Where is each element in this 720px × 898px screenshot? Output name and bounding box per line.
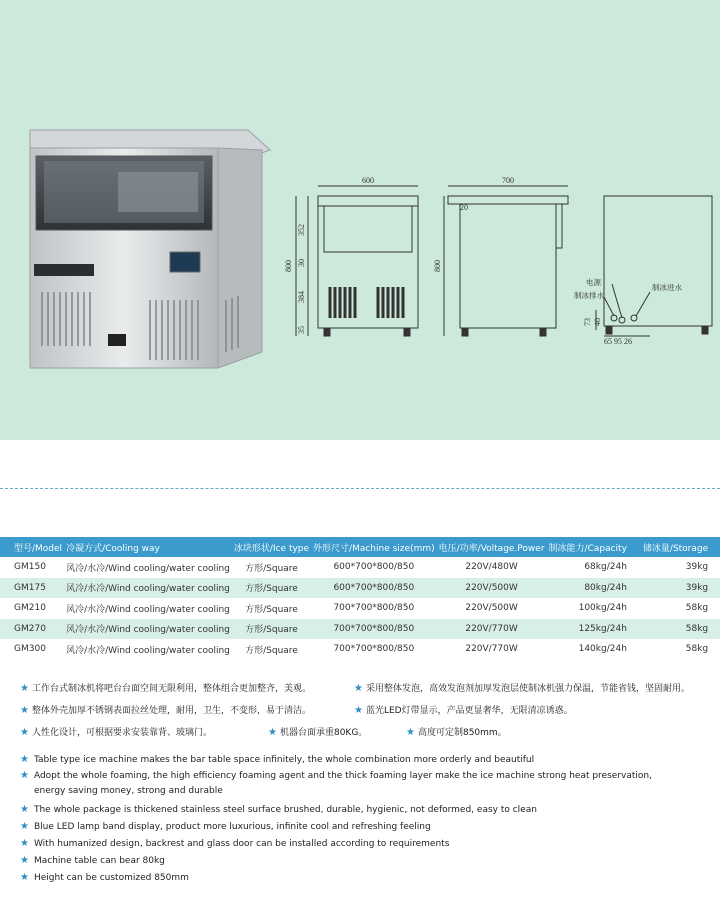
feature-en-4: ★ Blue LED lamp band display, product more luxurious, infinite cool and refreshing feeling [20,821,431,832]
feature-en-7: ★ Height can be customized 850mm [20,872,189,883]
cell-size: 600*700*800/850 [333,562,415,573]
star-icon: ★ [20,683,29,694]
dim-back-40: 40 [593,318,602,326]
cell-storage: 39kg [685,562,709,573]
cell-cooling: 风冷/水冷/Wind cooling/water cooling [64,578,232,599]
cell-power: 220V/770W [437,619,547,640]
table-row [0,598,720,619]
cell-capacity: 100kg/24h [578,603,627,614]
col-header-cooling: 冷凝方式/Cooling way [64,537,232,557]
cell-ice-type: 方形/Square [245,645,298,656]
table-row [0,557,720,578]
cell-ice-type: 方形/Square [232,619,311,640]
star-icon: ★ [20,838,29,849]
dim-side-20: 20 [460,203,468,212]
col-header-size: 外形尺寸/Machine size(mm) [311,537,437,557]
cell-capacity: 68kg/24h [584,562,627,573]
cell-storage: 58kg [641,619,720,640]
feature-cn-2: ★ 采用整体发泡，高效发泡剂加厚发泡层使制冰机强力保温，节能省钱，坚固耐用。 [354,683,690,694]
feature-cn-7: ★ 高度可定制850mm。 [406,727,507,738]
cell-ice-type: 方形/Square [245,563,298,574]
section-divider [0,488,720,489]
spec-table [0,537,720,660]
cell-ice-type: 方形/Square [232,578,311,599]
dim-front-352: 352 [297,224,306,236]
dim-side-width: 700 [502,176,514,185]
label-inlet: 制冰进水 [652,283,682,292]
feature-cn-4: ★ 蓝光LED灯带显示，产品更显奢华，无限清凉诱惑。 [354,705,573,716]
cell-size: 700*700*800/850 [333,644,415,655]
star-icon: ★ [20,855,29,866]
dim-front-width: 600 [362,176,374,185]
col-header-model: 型号/Model [0,537,64,557]
table-row [0,578,720,599]
feature-cn-3: ★ 整体外壳加厚不锈钢表面拉丝处理，耐用，卫生，不变形，易于清洁。 [20,705,311,716]
feature-cn-1: ★ 工作台式制冰机将吧台台面空间无限利用，整体组合更加整齐，美观。 [20,683,311,694]
cell-cooling: 风冷/水冷/Wind cooling/water cooling [66,563,230,574]
cell-storage: 58kg [685,603,709,614]
table-row [0,639,720,660]
col-header-ice-type: 冰块形状/Ice type [232,537,311,557]
col-header-storage: 储冰量/Storage [641,537,720,557]
cell-model: GM210 [14,603,46,614]
star-icon: ★ [354,683,363,694]
cell-cooling: 风冷/水冷/Wind cooling/water cooling [64,619,232,640]
cell-cooling: 风冷/水冷/Wind cooling/water cooling [66,604,230,615]
cell-power: 220V/480W [465,562,518,573]
cell-power: 220V/500W [465,603,518,614]
star-icon: ★ [20,705,29,716]
cell-power: 220V/500W [437,578,547,599]
label-drain: 制冰排水 [574,291,604,300]
star-icon: ★ [20,770,29,781]
cell-ice-type: 方形/Square [245,604,298,615]
feature-en-5: ★ With humanized design, backrest and glass door can be installed according to requirements [20,838,450,849]
cell-power: 220V/770W [465,644,518,655]
feature-cn-6: ★ 机器台面承重80KG。 [268,727,368,738]
cell-model: GM270 [0,619,64,640]
cell-capacity: 140kg/24h [578,644,627,655]
dim-back-bottom: 65 95 26 [604,337,632,346]
dim-front-384: 384 [297,291,306,303]
star-icon: ★ [406,727,415,738]
ice-machine-photo [30,130,270,368]
dim-front-30: 30 [297,259,306,267]
cell-model: GM175 [0,578,64,599]
star-icon: ★ [268,727,277,738]
feature-cn-5: ★ 人性化设计，可根据要求安装靠背、玻璃门。 [20,727,212,738]
dim-front-800: 800 [284,260,293,272]
table-header-row [0,537,720,557]
label-power: 电源 [586,278,601,287]
star-icon: ★ [20,727,29,738]
cell-size: 700*700*800/850 [311,619,437,640]
col-header-power: 电压/功率/Voltage.Power [437,537,547,557]
feature-en-6: ★ Machine table can bear 80kg [20,855,165,866]
product-hero [0,0,720,440]
cell-cooling: 风冷/水冷/Wind cooling/water cooling [66,645,230,656]
front-view-drawing [296,186,418,336]
table-row [0,619,720,640]
cell-storage: 58kg [685,644,709,655]
star-icon: ★ [20,821,29,832]
cell-model: GM150 [14,562,46,573]
star-icon: ★ [20,872,29,883]
star-icon: ★ [20,804,29,815]
cell-size: 700*700*800/850 [333,603,415,614]
dim-side-800: 800 [433,260,442,272]
feature-en-3: ★ The whole package is thickened stainless steel surface brushed, durable, hygienic, not deformed, easy to clean [20,804,537,815]
dim-back-73: 73 [583,318,592,326]
product-illustration [0,0,720,440]
cell-size: 600*700*800/850 [311,578,437,599]
col-header-capacity: 制冰能力/Capacity [547,537,641,557]
feature-en-2: ★ Adopt the whole foaming, the high efficiency foaming agent and the thick foaming layer make the ice machine strong heat preservation, [20,770,652,781]
star-icon: ★ [354,705,363,716]
dim-front-35: 35 [297,326,306,334]
star-icon: ★ [20,754,29,765]
cell-storage: 39kg [641,578,720,599]
back-view-drawing [596,196,712,336]
feature-en-1: ★ Table type ice machine makes the bar table space infinitely, the whole combination more orderly and beautiful [20,754,535,765]
cell-capacity: 80kg/24h [547,578,641,599]
cell-capacity: 125kg/24h [547,619,641,640]
feature-en-2-continued: energy saving money, strong and durable [34,786,223,796]
cell-model: GM300 [14,644,46,655]
